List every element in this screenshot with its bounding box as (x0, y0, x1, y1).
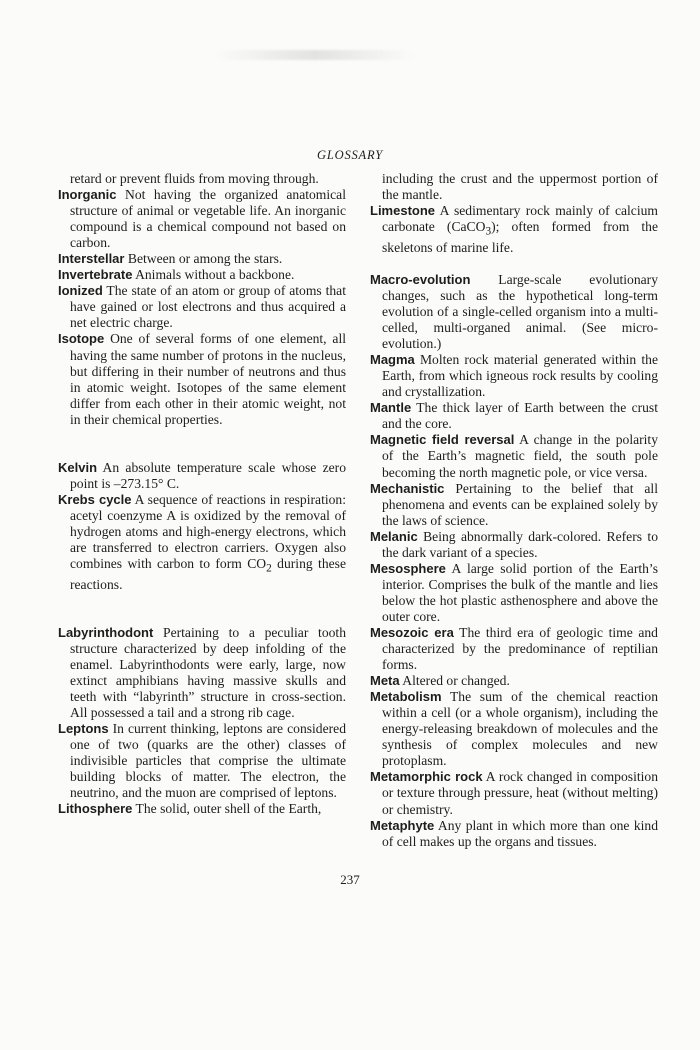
glossary-entry-leptons (58, 721, 346, 801)
glossary-term: Melanic (370, 528, 418, 544)
glossary-term: Magnetic field reversal (370, 432, 515, 448)
glossary-term: Metaphyte (370, 817, 435, 833)
glossary-entry-interstellar (58, 251, 346, 267)
section-gap (370, 256, 658, 272)
glossary-definition: A sequence of reactions in respiration: acetyl coenzyme A is oxidized by the removal of hydrogen atoms and high-energy electrons, which are transferred to electron carriers. Oxygen also combines with carbon to form CO (70, 491, 346, 572)
glossary-definition: A change in the polarity of the Earth’s magnetic field, the south pole becoming the north magnetic pole, or vice versa. (382, 432, 659, 480)
glossary-term: Labyrinthodont (58, 624, 154, 640)
glossary-term: Metabolism (370, 689, 442, 705)
glossary-entry-metabolism (370, 689, 658, 769)
glossary-definition: Being abnormally dark-colored. Refers to the dark variant of a species. (382, 528, 658, 560)
glossary-term: Metamorphic rock (370, 769, 483, 785)
glossary-term: Krebs cycle (58, 491, 132, 507)
glossary-term: Lithosphere (58, 801, 133, 817)
glossary-term: Mechanistic (370, 480, 445, 496)
glossary-term: Limestone (370, 203, 436, 219)
subscript: 2 (266, 562, 272, 575)
glossary-term: Meta (370, 673, 400, 689)
glossary-term: Mesozoic era (370, 624, 454, 640)
glossary-entry-magnetic-field-reversal (370, 432, 658, 480)
glossary-definition: Altered or changed. (399, 673, 510, 689)
glossary-definition-cont: during these reactions. (70, 556, 346, 592)
glossary-definition-cont: ); often formed from the skeletons of marine life. (382, 219, 658, 255)
glossary-entry-mesosphere (370, 561, 658, 625)
glossary-entry-inorganic (58, 187, 346, 251)
page-number: 237 (340, 872, 360, 887)
section-gap (58, 428, 346, 460)
glossary-entry-isotope (58, 331, 346, 427)
glossary-entry-mesozoic-era (370, 625, 658, 673)
section-gap (58, 593, 346, 625)
right-column (370, 171, 658, 850)
glossary-term: Inorganic (58, 187, 117, 203)
glossary-entry-metamorphic-rock (370, 769, 658, 817)
glossary-term: Ionized (58, 283, 103, 299)
glossary-definition: An absolute temperature scale whose zero point is –273.15° C. (70, 459, 346, 491)
glossary-definition: Molten rock material generated within the Earth, from which igneous rock results by cooling and crystallization. (382, 352, 658, 400)
glossary-entry-mantle (370, 400, 658, 432)
glossary-term: Magma (370, 352, 415, 368)
glossary-definition: Any plant in which more than one kind of cell makes up the organs and tissues. (382, 817, 658, 849)
left-column (58, 171, 346, 817)
glossary-definition: Pertaining to the belief that all phenomena and events can be explained solely by the laws of science. (382, 480, 658, 528)
subscript: 3 (485, 225, 492, 238)
glossary-definition: In current thinking, leptons are considered one of two (quarks are the other) classes of indivisible particles that comprise the ultimate building blocks of matter. The electron, the neutrino, and the muon are comprised of leptons. (70, 721, 346, 801)
glossary-definition: A sedimentary rock mainly of calcium carbonate (CaCO (382, 203, 658, 235)
glossary-entry-magma (370, 352, 658, 400)
glossary-definition: Not having the organized anatomical structure of animal or vegetable life. An inorganic compound is a chemical compound not based on carbon. (70, 187, 346, 251)
glossary-term: Isotope (58, 331, 105, 347)
glossary-entry-kelvin (58, 460, 346, 492)
glossary-entry-metaphyte (370, 818, 658, 850)
glossary-entry-melanic (370, 529, 658, 561)
scan-smudge (215, 50, 415, 60)
glossary-continuation: retard or prevent fluids from moving through. (70, 171, 319, 186)
glossary-entry-mechanistic (370, 481, 658, 529)
glossary-term: Macro-evolution (370, 271, 471, 287)
glossary-definition: The solid, outer shell of the Earth, (132, 801, 322, 817)
glossary-continuation: including the crust and the uppermost portion of the mantle. (382, 171, 658, 203)
glossary-term: Mesosphere (370, 560, 446, 576)
glossary-definition: The thick layer of Earth between the crust and the core. (382, 400, 658, 432)
glossary-entry-lithosphere (58, 801, 346, 817)
glossary-entry-labyrinthodont (58, 625, 346, 721)
glossary-entry-macro-evolution (370, 272, 658, 352)
glossary-definition: A rock changed in composition or texture through pressure, heat (without melting) or chemistry. (382, 769, 658, 817)
glossary-term: Leptons (58, 721, 109, 737)
glossary-entry-ionized (58, 283, 346, 331)
glossary-definition: Between or among the stars. (124, 251, 283, 267)
glossary-term: Kelvin (58, 459, 98, 475)
glossary-definition: The third era of geologic time and characterized by the predominance of reptilian forms. (382, 624, 658, 673)
glossary-term: Invertebrate (58, 267, 133, 283)
glossary-term: Interstellar (58, 251, 125, 267)
glossary-definition: The state of an atom or group of atoms that have gained or lost electrons and thus acquired a net electric charge. (70, 283, 346, 331)
glossary-definition: One of several forms of one element, all having the same number of protons in the nucleus, but differing in their number of neutrons and thus in atomic weight. Isotopes of the same element differ from each other in their atomic weight, not in their chemical properties. (70, 331, 346, 427)
glossary-definition: A large solid portion of the Earth’s interior. Comprises the bulk of the mantle and lies below the hot plastic asthenosphere and above the outer core. (382, 560, 658, 624)
glossary-entry-meta (370, 673, 658, 689)
glossary-entry-invertebrate (58, 267, 346, 283)
glossary-definition: The sum of the chemical reaction within a cell (or a whole organism), including the energy-releasing breakdown of molecules and the synthesis of complex molecules and new protoplasm. (382, 689, 658, 769)
glossary-entry-limestone (370, 203, 658, 256)
glossary-definition: Animals without a backbone. (132, 267, 295, 283)
page-header: GLOSSARY (317, 148, 383, 162)
glossary-term: Mantle (370, 400, 412, 416)
glossary-entry-krebs-cycle (58, 492, 346, 593)
glossary-definition: Large-scale evolutionary changes, such as the hypothetical long-term evolution of a single-celled organism into a multi-celled, multi-organed animal. (See micro-evolution.) (382, 271, 658, 352)
glossary-definition: Pertaining to a peculiar tooth structure characterized by deep infolding of the enamel. Labyrinthodonts were early, large, now extinct amphibians having massive skulls and teeth with “labyrinth” structure in cross-section. All possessed a tail and a strong rib cage. (70, 624, 346, 721)
